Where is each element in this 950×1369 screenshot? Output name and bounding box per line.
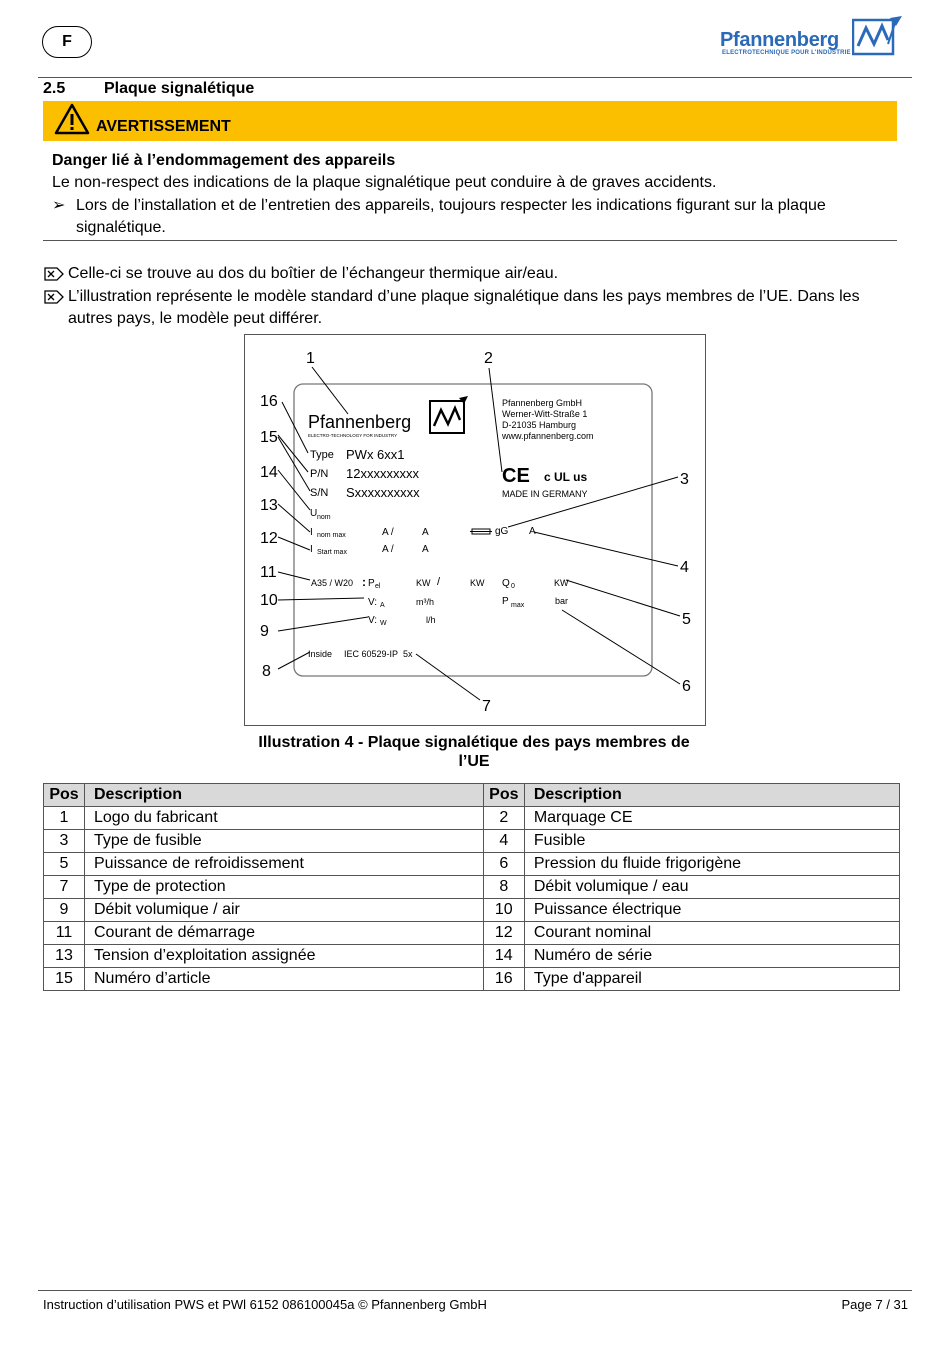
table-row [44, 853, 900, 876]
cell-description: Numéro d’article [85, 968, 484, 991]
footer-page-number: Page 7 / 31 [841, 1297, 908, 1312]
cell-pos: 10 [483, 899, 524, 922]
section-number: 2.5 [43, 80, 66, 97]
cell-pos: 8 [483, 876, 524, 899]
note-2-continued: autres pays, le modèle peut différer. [68, 310, 323, 327]
plate-type-label: Type [310, 449, 334, 461]
cell-description: Puissance électrique [524, 899, 899, 922]
plate-q-kw: KW [470, 578, 485, 588]
cell-description: Tension d’exploitation assignée [85, 945, 484, 968]
plate-fuse-type: gG [495, 526, 509, 537]
plate-vw-sub: W [380, 620, 387, 627]
callout-12: 12 [260, 530, 278, 547]
cell-pos: 3 [44, 830, 85, 853]
warning-bullet-arrow-icon: ➢ [52, 197, 66, 214]
plate-fuse-a: A [529, 526, 536, 537]
table-row [44, 922, 900, 945]
table-header-row [44, 784, 900, 807]
pfannenberg-logo-icon [852, 14, 904, 56]
cell-description: Débit volumique / eau [524, 876, 899, 899]
plate-istart-a-slash: A / [382, 544, 394, 555]
brand-logo-name: Pfannenberg [720, 29, 839, 51]
plate-pel: P [368, 578, 375, 589]
callout-14: 14 [260, 464, 278, 481]
table-row [44, 876, 900, 899]
plate-unom-sub: nom [317, 514, 331, 521]
callout-10: 10 [260, 592, 278, 609]
plate-m3h: m³/h [416, 597, 434, 607]
plate-va: V: [368, 597, 378, 608]
cell-description: Courant nominal [524, 922, 899, 945]
cell-description: Type de protection [85, 876, 484, 899]
cell-description: Logo du fabricant [85, 807, 484, 830]
cell-pos: 1 [44, 807, 85, 830]
plate-address-1: Pfannenberg GmbH [502, 398, 583, 408]
table-row [44, 899, 900, 922]
callout-15: 15 [260, 429, 278, 446]
cell-description: Numéro de série [524, 945, 899, 968]
plate-pn-label: P/N [310, 468, 329, 480]
plate-bar: bar [555, 596, 569, 606]
legend-table [43, 783, 900, 991]
plate-inom: I [310, 527, 313, 538]
cell-pos: 14 [483, 945, 524, 968]
plate-istart-a: A [422, 544, 429, 555]
warning-bullet-bold: Lors de l’installation et de l’entretien des appareils [76, 197, 430, 214]
table-row [44, 830, 900, 853]
header-pos: Pos [483, 784, 524, 807]
warning-triangle-icon [54, 103, 90, 135]
callout-13: 13 [260, 497, 278, 514]
plate-a35: A35 / W20 [311, 578, 354, 588]
plate-pel-sub: el [375, 583, 381, 590]
plate-pmax-sub: max [511, 602, 525, 609]
header-rule [38, 77, 912, 78]
plate-address-2: Werner-Witt-Straße 1 [502, 409, 588, 419]
warning-heading: Danger lié à l’endommagement des appareils [52, 152, 396, 169]
plate-istart: I [310, 544, 313, 555]
callout-4: 4 [680, 559, 689, 576]
table-row [44, 945, 900, 968]
footer-rule [38, 1290, 912, 1291]
callout-3: 3 [680, 471, 689, 488]
callout-16: 16 [260, 393, 278, 410]
plate-unom: U [310, 508, 318, 519]
fuse-symbol-icon [470, 529, 492, 534]
figure-caption [140, 733, 808, 771]
plate-inside: Inside [308, 649, 333, 659]
plate-5x: 5x [403, 649, 413, 659]
plate-vw: V: [368, 615, 378, 626]
cell-pos: 4 [483, 830, 524, 853]
header-pos: Pos [44, 784, 85, 807]
language-badge: F [42, 26, 92, 58]
plate-sn-value: Sxxxxxxxxxx [346, 485, 420, 500]
warning-label: AVERTISSEMENT [96, 118, 231, 135]
warning-bullet-text-2: signalétique. [76, 219, 166, 236]
plate-type-value: PWx 6xx1 [346, 447, 405, 462]
cell-description: Puissance de refroidissement [85, 853, 484, 876]
plate-pel-kw: KW [416, 578, 431, 588]
callout-9: 9 [260, 623, 269, 640]
plate-istart-sub: Start max [317, 549, 347, 556]
cell-description: Débit volumique / air [85, 899, 484, 922]
plate-q0-kw: KW [554, 578, 569, 588]
plate-made-in: MADE IN GERMANY [502, 489, 588, 499]
warning-text: Le non-respect des indications de la plaque signalétique peut conduire à de graves accidents. [52, 174, 717, 191]
plate-brand-sub: ELECTRO-TECHNOLOGY FOR INDUSTRY [308, 433, 398, 438]
callout-8: 8 [262, 663, 271, 680]
cell-description: Fusible [524, 830, 899, 853]
footer-document-info: Instruction d’utilisation PWS et PWl 6152 086100045a © Pfannenberg GmbH [43, 1297, 487, 1312]
cell-pos: 15 [44, 968, 85, 991]
table-row [44, 807, 900, 830]
plate-iec: IEC 60529-IP [344, 649, 399, 659]
plate-logo-icon [430, 396, 468, 433]
plate-address-3: D-21035 Hamburg [502, 420, 577, 430]
ul-mark-icon: c UL us [544, 470, 588, 484]
nameplate-illustration [244, 334, 704, 724]
cell-description: Courant de démarrage [85, 922, 484, 945]
header-description: Description [524, 784, 899, 807]
plate-inom-a-slash: A / [382, 527, 394, 538]
cell-pos: 11 [44, 922, 85, 945]
plate-q0-sub: 0 [511, 583, 515, 590]
plate-slash: / [437, 576, 441, 588]
cell-pos: 5 [44, 853, 85, 876]
callout-6: 6 [682, 678, 691, 695]
figure-caption-line-1: Illustration 4 - Plaque signalétique des pays membres de [258, 734, 690, 751]
callout-11: 11 [260, 564, 277, 581]
warning-bullet [76, 195, 826, 217]
figure-caption-line-2: l’UE [458, 753, 490, 770]
plate-va-sub: A [380, 602, 385, 609]
plate-q0: Q [502, 578, 510, 589]
cell-pos: 7 [44, 876, 85, 899]
plate-pn-value: 12xxxxxxxxx [346, 466, 419, 481]
warning-bullet-text: , toujours respecter les indications figurant sur la plaque [430, 197, 826, 214]
warning-end-rule [43, 240, 897, 241]
cell-pos: 12 [483, 922, 524, 945]
callout-5: 5 [682, 611, 691, 628]
callout-7: 7 [482, 698, 491, 715]
plate-brand: Pfannenberg [308, 412, 412, 432]
plate-sn-label: S/N [310, 487, 329, 499]
cell-pos: 2 [483, 807, 524, 830]
cell-pos: 9 [44, 899, 85, 922]
cell-pos: 13 [44, 945, 85, 968]
callout-2: 2 [484, 350, 493, 367]
cell-description: Type d'appareil [524, 968, 899, 991]
note-1: Celle-ci se trouve au dos du boîtier de l’échangeur thermique air/eau. [68, 265, 559, 282]
plate-address-4: www.pfannenberg.com [502, 431, 594, 441]
ce-mark-icon: CE [502, 465, 530, 487]
header-description: Description [85, 784, 484, 807]
cell-pos: 16 [483, 968, 524, 991]
section-title: Plaque signalétique [104, 80, 255, 97]
plate-pmax: P [502, 596, 509, 607]
table-row [44, 968, 900, 991]
plate-lh: l/h [426, 615, 436, 625]
plate-inom-sub: nom max [317, 532, 346, 539]
note-pointer-icon [44, 290, 64, 304]
plate-colon: : [362, 575, 366, 589]
brand-logo-tagline: ELECTROTECHNIQUE POUR L'INDUSTRIE [722, 50, 851, 56]
plate-inom-a: A [422, 527, 429, 538]
cell-pos: 6 [483, 853, 524, 876]
callout-1: 1 [306, 350, 315, 367]
note-pointer-icon [44, 267, 64, 281]
note-2: L’illustration représente le modèle standard d’une plaque signalétique dans les pays membres de l’UE. Dans les [68, 288, 860, 305]
cell-description: Type de fusible [85, 830, 484, 853]
cell-description: Pression du fluide frigorigène [524, 853, 899, 876]
cell-description: Marquage CE [524, 807, 899, 830]
